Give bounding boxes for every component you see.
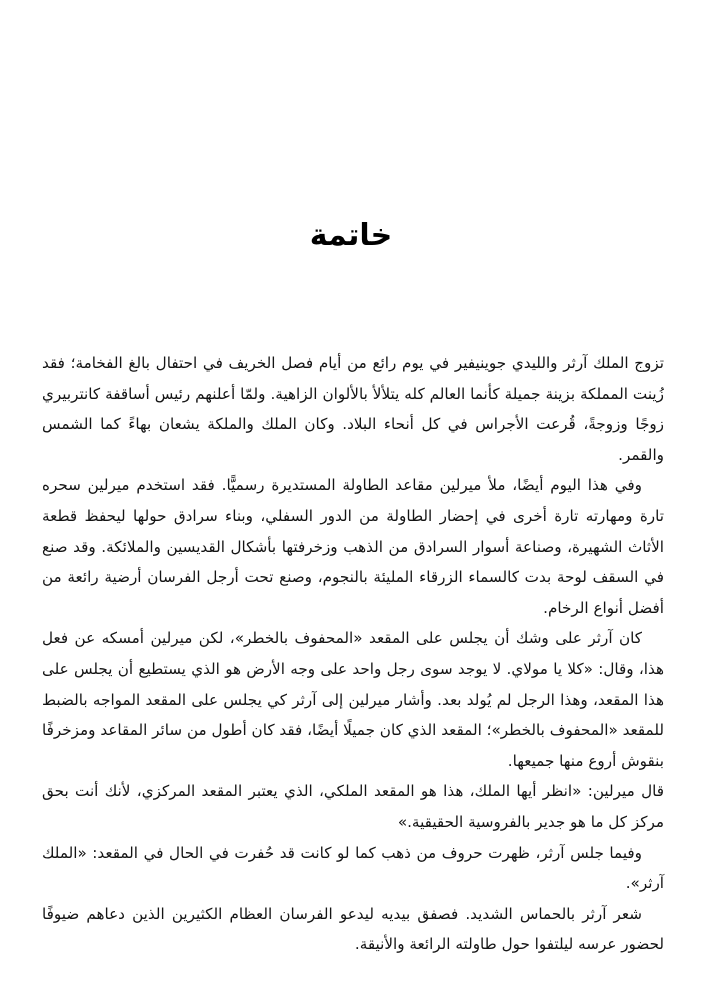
chapter-body [42,348,664,960]
paragraph-5: وفيما جلس آرثر، ظهرت حروف من ذهب كما لو كانت قد حُفرت في الحال في المقعد: «الملك آرثر». [42,843,664,893]
paragraph-2: وفي هذا اليوم أيضًا، ملأ ميرلين مقاعد الطاولة المستديرة رسميًّا. فقد استخدم ميرلين سحره تارة ومهارته تارة أخرى في إحضار الطاولة من الدور السفلي، وبناء سرادق حولها ليحفظ قطعة الأثاث الشهيرة، وصناعة أسوار السرادق من الذهب وزخرفتها بأشكال القديسين والملائكة. وقد صنع في السقف لوحة بدت كالسماء الزرقاء المليئة بالنجوم، وصنع تحت أرجل الفرسان أرضية رائعة من أفضل أنواع الرخام. [42,476,664,617]
chapter-title: خاتمة [309,218,393,253]
paragraph-1: تزوج الملك آرثر والليدي جوينيفير في يوم رائع من أيام فصل الخريف في احتفال بالغ الفخامة؛ فقد زُينت المملكة بزينة جميلة كأنما العالم كله يتلألأ بالألوان الزاهية. ولمّا أعلنهم رئيس أساقفة كانتربيري زوجًا وزوجةً، قُرعت الأجراس في كل أنحاء البلاد. وكان الملك والملكة يشعان بهاءً كما الشمس والقمر. [42,354,664,464]
paragraph-3: كان آرثر على وشك أن يجلس على المقعد «المحفوف بالخطر»، لكن ميرلين أمسكه عن فعل هذا، وقال: «كلا يا مولاي. لا يوجد سوى رجل واحد على وجه الأرض هو الذي يستطيع أن يجلس على هذا المقعد، وهذا الرجل لم يُولد بعد. وأشار ميرلين إلى آرثر كي يجلس على المقعد المواجه بالضبط للمقعد «المحفوف بالخطر»؛ المقعد الذي كان جميلًا أيضًا، فقد كان أطول من سائر المقاعد ومزخرفًا بنقوش أروع منها جميعها. [42,629,664,770]
paragraph-6: شعر آرثر بالحماس الشديد. فصفق بيديه ليدعو الفرسان العظام الكثيرين الذين دعاهم ضيوفًا لحضور عرسه ليلتفوا حول طاولته الرائعة والأنيقة. [42,904,664,954]
paragraph-4: قال ميرلين: «انظر أيها الملك، هذا هو المقعد الملكي، الذي يعتبر المقعد المركزي، لأنك أنت بحق مركز كل ما هو جدير بالفروسية الحقيقية.» [42,782,664,831]
